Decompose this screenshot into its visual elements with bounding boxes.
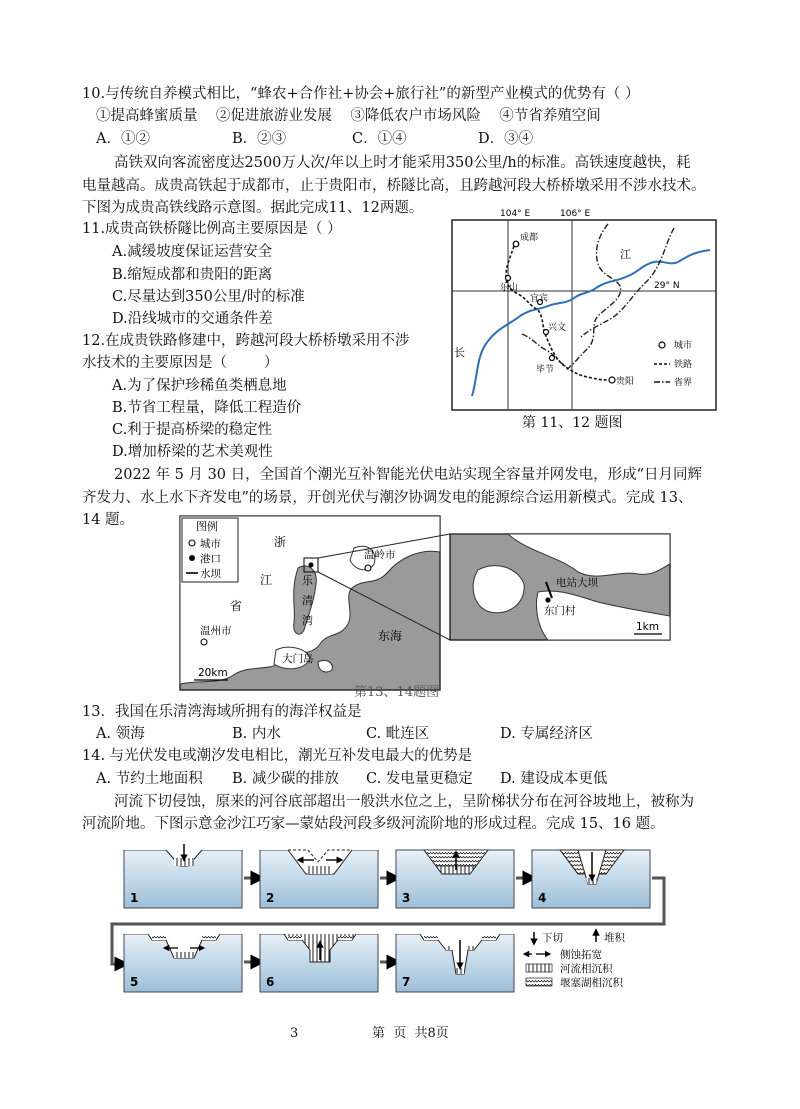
city-wenling bbox=[365, 565, 371, 571]
q10-option-c: C．①④ bbox=[352, 131, 407, 147]
scale-label: 20km bbox=[198, 667, 228, 679]
q10-items: ①提高蜂蜜质量 ②促进旅游业发展 ③降低农户市场风险 ④节省养殖空间 bbox=[96, 108, 601, 124]
q10-stem: 10.与传统自养模式相比，“蜂农+合作社+协会+旅行社”的新型产业模式的优势有（ ） bbox=[82, 86, 640, 102]
label-damen-island: 大门岛 bbox=[282, 653, 314, 665]
city-leshan bbox=[506, 276, 511, 281]
step-label-6: 6 bbox=[266, 975, 275, 989]
city-guiyang bbox=[609, 377, 615, 383]
passage3-line1: 河流下切侵蚀，原来的河谷底部超出一般洪水位之上，呈阶梯状分布在河谷坡地上，被称为 bbox=[114, 794, 694, 810]
step-label-4: 4 bbox=[538, 891, 547, 905]
inset-label-dongmen: 东门村 bbox=[544, 605, 576, 617]
q11-option-a: A.减缓坡度保证运营安全 bbox=[112, 244, 273, 260]
city-label-chengdu: 成都 bbox=[520, 233, 539, 243]
terrace-step-5 bbox=[124, 932, 242, 992]
legend-fluvial-label: 河流相沉积 bbox=[560, 963, 613, 975]
q12-option-b: B.节省工程量，降低工程造价 bbox=[112, 400, 302, 416]
city-label-guiyang: 贵阳 bbox=[616, 377, 635, 387]
q13-option-b: B. 内水 bbox=[232, 726, 281, 742]
q10-option-b: B．②③ bbox=[232, 131, 287, 147]
bay-char-3: 湾 bbox=[302, 614, 313, 627]
legend-port-label: 港口 bbox=[200, 553, 221, 565]
province-char-3: 省 bbox=[230, 599, 243, 613]
q14-option-b: B. 减少碳的排放 bbox=[232, 771, 339, 787]
q14-stem: 14. 与光伏发电或潮汐发电相比，潮光互补发电最大的优势是 bbox=[82, 748, 473, 764]
river-char-jiang: 江 bbox=[620, 248, 631, 261]
q12-stem-line2: 水技术的主要原因是（ ） bbox=[82, 355, 279, 371]
port-symbol bbox=[309, 563, 314, 568]
passage3-line2: 河流阶地。下图示意金沙江巧家—蒙姑段河段多级河流阶地的形成过程。完成 15、16 题。 bbox=[82, 816, 665, 832]
q12-stem-line1: 12.在成贵铁路修建中，跨越河段大桥桥墩采用不涉 bbox=[82, 333, 410, 349]
step-label-1: 1 bbox=[130, 891, 139, 905]
footer-page-text: 第 页 共8页 bbox=[372, 1026, 449, 1041]
city-chengdu bbox=[513, 241, 519, 247]
q12-option-c: C.利于提高桥梁的稳定性 bbox=[112, 422, 273, 438]
q13-option-d: D. 专属经济区 bbox=[500, 726, 593, 742]
passage2-line1: 2022 年 5 月 30 日，全国首个潮光互补智能光伏电站实现全容量并网发电，形成“日月同辉 bbox=[114, 467, 703, 483]
legend-deposit-label: 堆积 bbox=[604, 932, 625, 944]
legend-lake-symbol bbox=[526, 978, 552, 986]
legend-city-symbol bbox=[189, 540, 195, 546]
inset-island bbox=[473, 566, 524, 613]
hsr-route-map bbox=[448, 206, 720, 412]
legend-downcut-label: 下切 bbox=[542, 932, 563, 944]
step-label-2: 2 bbox=[266, 891, 275, 905]
terrace-step-1 bbox=[124, 844, 242, 908]
q13-option-c: C. 毗连区 bbox=[366, 726, 430, 742]
q10-option-a: A．①② bbox=[96, 131, 150, 147]
lon-label-104: 104° E bbox=[500, 209, 531, 219]
city-wenzhou bbox=[201, 639, 207, 645]
city-label-bijie: 毕节 bbox=[536, 365, 555, 375]
label-wenzhou: 温州市 bbox=[200, 625, 232, 637]
city-label-leshan: 乐山 bbox=[500, 283, 519, 293]
yueqing-bay-map bbox=[178, 512, 676, 694]
bay-char-1: 乐 bbox=[302, 574, 313, 587]
q11-stem: 11.成贵高铁桥隧比例高主要原因是（ ） bbox=[82, 221, 342, 237]
province-char-2: 江 bbox=[260, 573, 273, 587]
q11-option-b: B.缩短成都和贵阳的距离 bbox=[112, 267, 273, 283]
label-wenling: 温岭市 bbox=[364, 549, 396, 561]
river-terrace-diagram bbox=[108, 840, 678, 1000]
step-label-5: 5 bbox=[130, 975, 139, 989]
label-east-sea: 东海 bbox=[378, 629, 403, 643]
legend-fluvial-symbol bbox=[526, 964, 552, 972]
legend-boundary-label: 省界 bbox=[674, 378, 693, 388]
legend-city-label: 城市 bbox=[674, 341, 693, 351]
inset-port-symbol bbox=[545, 597, 550, 602]
river-char-chang: 长 bbox=[454, 346, 465, 359]
city-bijie bbox=[550, 356, 555, 361]
terrace-step-7 bbox=[396, 932, 514, 992]
passage2-line2: 齐发力、水上水下齐发电”的场景，开创光伏与潮汐协调发电的能源综合运用新模式。完成 13、 bbox=[82, 490, 693, 506]
q11-option-d: D.沿线城市的交通条件差 bbox=[112, 311, 273, 327]
inset-scale-label: 1km bbox=[636, 621, 659, 633]
passage1-line1: 高铁双向客流密度达2500万人次/年以上时才能采用350公里/h的标准。高铁速度越快，耗 bbox=[114, 155, 691, 171]
step-label-7: 7 bbox=[402, 975, 411, 989]
map2-caption-cropped bbox=[354, 685, 474, 700]
city-label-xingwen: 兴文 bbox=[548, 323, 567, 333]
inset-label-dam: 电站大坝 bbox=[556, 577, 598, 589]
step-label-3: 3 bbox=[402, 891, 411, 905]
q14-option-d: D. 建设成本更低 bbox=[500, 771, 608, 787]
lat-label-29: 29° N bbox=[654, 281, 680, 291]
q14-option-c: C. 发电量更稳定 bbox=[366, 771, 473, 787]
footer-page-number: 3 bbox=[290, 1026, 299, 1041]
passage1-line2: 电量越高。成贵高铁起于成都市，止于贵阳市，桥隧比高，且跨越河段大桥桥墩采用不涉水技术。 bbox=[82, 178, 706, 194]
legend-city-label: 城市 bbox=[200, 538, 221, 550]
passage1-line3: 下图为成贵高铁线路示意图。据此完成11、12两题。 bbox=[82, 200, 424, 216]
legend-railway-label: 铁路 bbox=[674, 360, 693, 370]
city-label-yibin: 宜宾 bbox=[530, 294, 549, 304]
terrace-step-3 bbox=[396, 850, 514, 908]
legend-city-symbol bbox=[659, 342, 665, 348]
terrace-step-2 bbox=[260, 848, 378, 908]
terrace-step-4 bbox=[532, 850, 650, 908]
legend-title: 图例 bbox=[196, 520, 218, 533]
q10-option-d: D．③④ bbox=[478, 131, 534, 147]
legend-lateral-label: 侧蚀拓宽 bbox=[560, 949, 602, 961]
q12-option-a: A.为了保护珍稀鱼类栖息地 bbox=[112, 378, 287, 394]
q12-option-d: D.增加桥梁的艺术美观性 bbox=[112, 444, 273, 460]
province-char-1: 浙 bbox=[274, 535, 287, 549]
q13-option-a: A. 领海 bbox=[96, 726, 145, 742]
legend-dam-label: 水坝 bbox=[200, 568, 221, 580]
lon-label-106: 106° E bbox=[560, 209, 591, 219]
legend-lake-label: 堰塞湖相沉积 bbox=[560, 977, 623, 989]
legend-port-symbol bbox=[189, 555, 195, 561]
map2-caption: 第13、14题图 bbox=[354, 685, 440, 700]
diagram-legend bbox=[526, 931, 625, 989]
q13-stem: 13．我国在乐清湾海域所拥有的海洋权益是 bbox=[82, 704, 362, 720]
bay-char-2: 清 bbox=[302, 594, 313, 607]
q11-option-c: C.尽量达到350公里/时的标准 bbox=[112, 289, 305, 305]
q14-option-a: A. 节约土地面积 bbox=[96, 771, 203, 787]
map1-caption: 第 11、12 题图 bbox=[522, 415, 623, 431]
terrace-step-6 bbox=[260, 932, 378, 992]
passage2-line3: 14 题。 bbox=[82, 512, 135, 528]
